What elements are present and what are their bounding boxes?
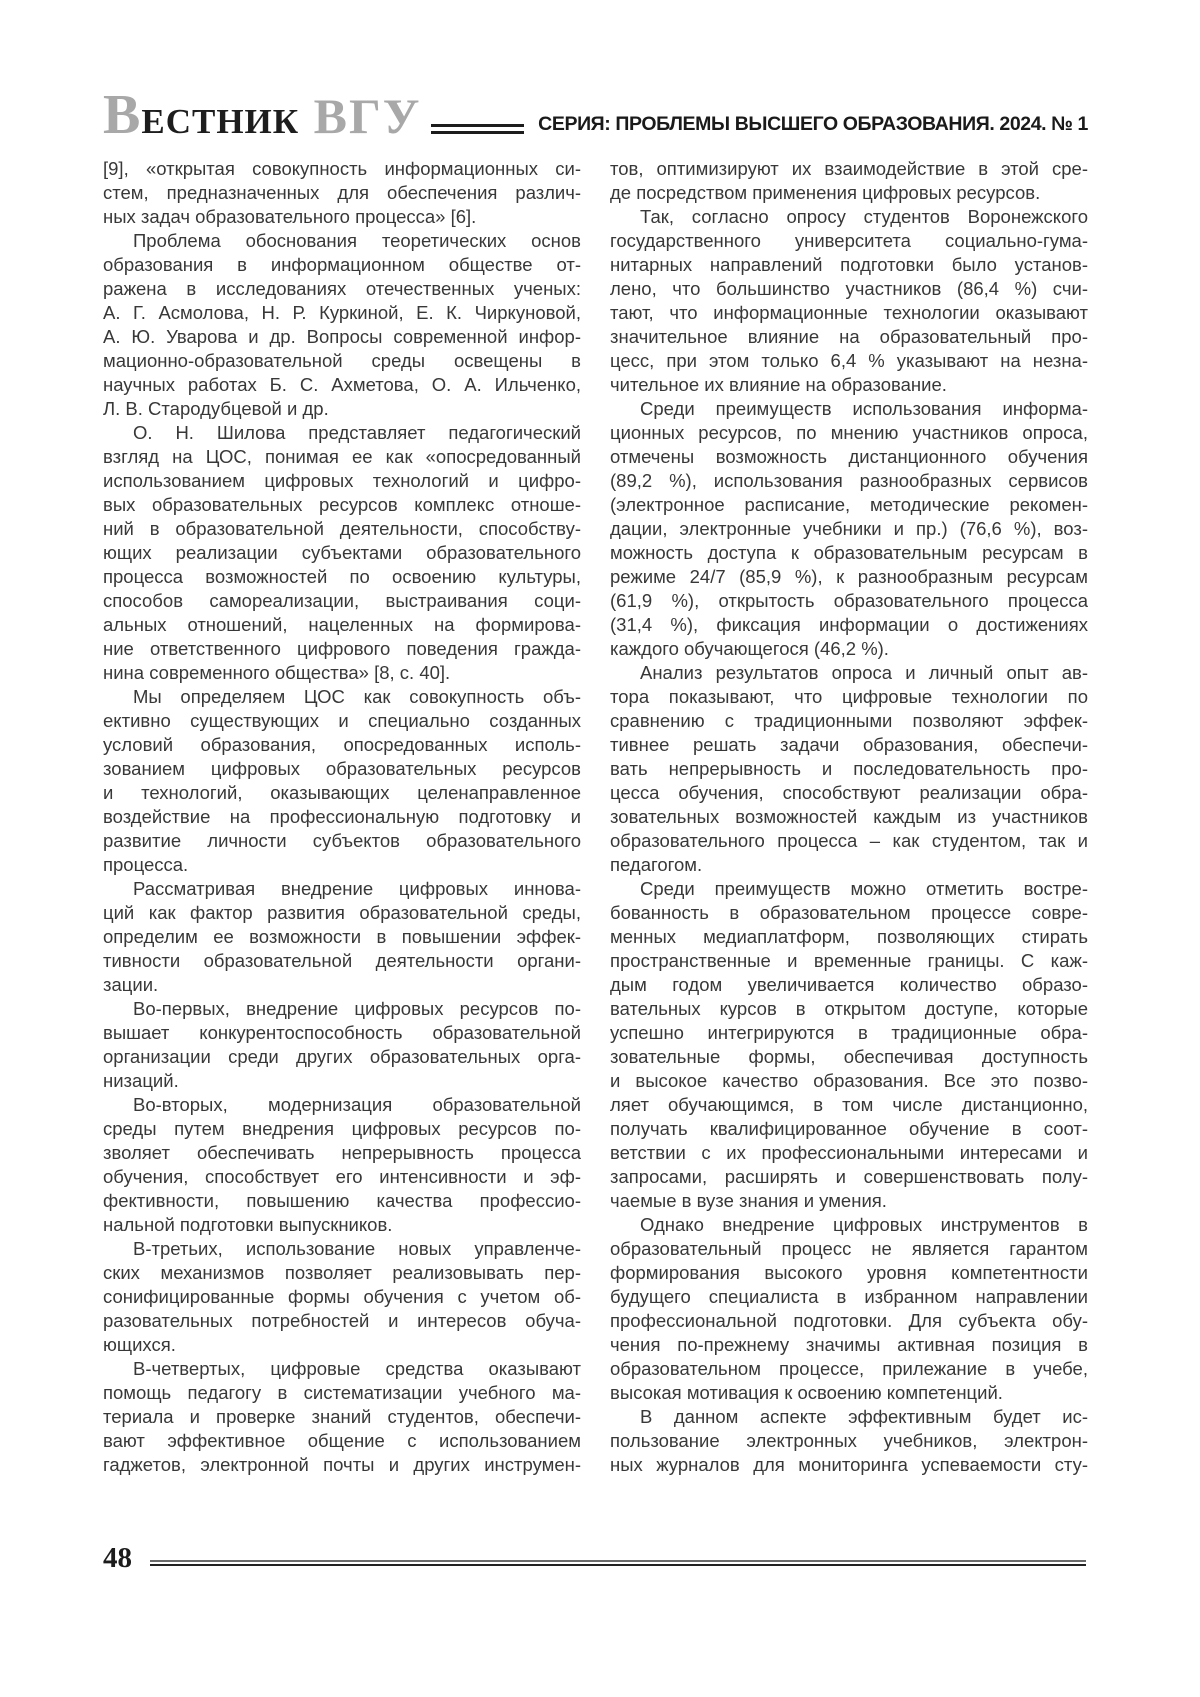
- text-line: ских механизмов позволяет реализовывать пер-: [103, 1262, 581, 1283]
- text-line: образовательный процесс не является гарантом: [610, 1238, 1088, 1259]
- text-line: де посредством применения цифровых ресурсов.: [610, 182, 1041, 203]
- paragraph: [610, 157, 1088, 205]
- text-line: и высокое качество образования. Все это позво-: [610, 1070, 1088, 1091]
- text-line: низаций.: [103, 1070, 179, 1091]
- text-line: ющихся.: [103, 1334, 176, 1355]
- text-line: ветствии с их профессиональными интересами и: [610, 1142, 1088, 1163]
- article-body: [103, 157, 1088, 1477]
- paragraph: [103, 421, 581, 685]
- text-line: разовательных потребностей и интересов обуча-: [103, 1310, 581, 1331]
- text-line: организации среди других образовательных орга-: [103, 1046, 581, 1067]
- text-line: А. Ю. Уварова и др. Вопросы современной инфор-: [103, 326, 581, 347]
- text-line: менных медиаплатформ, позволяющих стирать: [610, 926, 1088, 947]
- text-line: ляет обучающимся, в том числе дистанционно,: [610, 1094, 1088, 1115]
- text-line: Рассматривая внедрение цифровых иннова-: [133, 878, 581, 899]
- paragraph: [103, 229, 581, 421]
- text-line: сонифицированные формы обучения с учетом об-: [103, 1286, 581, 1307]
- left-column: [103, 157, 581, 1477]
- text-line: условий образования, опосредованных исполь-: [103, 734, 581, 755]
- text-line: Во-вторых, модернизация образовательной: [133, 1094, 581, 1115]
- text-line: чения по-прежнему значимы активная позиция в: [610, 1334, 1088, 1355]
- right-column: [610, 157, 1088, 1477]
- text-line: процесса возможностей по освоению культуры,: [103, 566, 581, 587]
- text-line: В-четвертых, цифровые средства оказывают: [133, 1358, 581, 1379]
- text-line: (61,9 %), открытость образовательного процесса: [610, 590, 1088, 611]
- text-line: ных задач образовательного процесса» [6].: [103, 206, 477, 227]
- text-line: фективности, повышению качества профессио-: [103, 1190, 581, 1211]
- page-header: [103, 84, 1088, 146]
- text-line: получать квалифицированное обучение в соот-: [610, 1118, 1088, 1139]
- text-line: (31,4 %), фиксация информации о достижениях: [610, 614, 1088, 635]
- text-line: ражена в исследованиях отечественных ученых:: [103, 278, 581, 299]
- footer-rule: [150, 1560, 1086, 1566]
- text-line: образования в информационном обществе от-: [103, 254, 581, 275]
- text-line: цесса обучения, способствуют реализации обра-: [610, 782, 1088, 803]
- text-line: вательных курсов в открытом доступе, которые: [610, 998, 1088, 1019]
- text-line: образовательном процессе, прилежание в учебе,: [610, 1358, 1088, 1379]
- paragraph: [103, 1357, 581, 1477]
- text-line: и технологий, оказывающих целенаправленное: [103, 782, 581, 803]
- page-number: 48: [103, 1542, 132, 1574]
- text-line: Во-первых, внедрение цифровых ресурсов по-: [133, 998, 581, 1019]
- text-line: Л. В. Стародубцевой и др.: [103, 398, 329, 419]
- text-line: ционных ресурсов, по мнению участников опроса,: [610, 422, 1088, 443]
- text-line: А. Г. Асмолова, Н. Р. Куркиной, Е. К. Чиркуновой,: [103, 302, 581, 323]
- text-line: можность доступа к образовательным ресурсам в: [610, 542, 1088, 563]
- text-line: государственного университета социально-гума-: [610, 230, 1088, 251]
- text-line: воздействие на профессиональную подготовку и: [103, 806, 581, 827]
- text-line: образовательного процесса – как студентом, так и: [610, 830, 1088, 851]
- text-line: (электронное расписание, методические рекомен-: [610, 494, 1088, 515]
- text-line: бованность в образовательном процессе совре-: [610, 902, 1088, 923]
- text-line: В-третьих, использование новых управленче-: [133, 1238, 581, 1259]
- text-line: нина современного общества» [8, с. 40].: [103, 662, 451, 683]
- text-line: пространственные и временные границы. С каж-: [610, 950, 1088, 971]
- text-line: зовательные формы, обеспечивая доступность: [610, 1046, 1088, 1067]
- text-line: нитарных направлений подготовки было установ-: [610, 254, 1088, 275]
- text-line: каждого обучающегося (46,2 %).: [610, 638, 889, 659]
- text-line: дации, электронные учебники и пр.) (76,6 %), воз-: [610, 518, 1088, 539]
- text-line: научных работах Б. С. Ахметова, О. А. Ильченко,: [103, 374, 581, 395]
- text-line: лено, что большинство участников (86,4 %) счи-: [610, 278, 1088, 299]
- text-line: альных отношений, нацеленных на формирова-: [103, 614, 581, 635]
- text-line: ний в образовательной деятельности, способству-: [103, 518, 581, 539]
- paragraph: [103, 685, 581, 877]
- text-line: ективно существующих и специально созданных: [103, 710, 581, 731]
- paragraph: [610, 877, 1088, 1213]
- text-line: формирования высокого уровня компетентности: [610, 1262, 1088, 1283]
- text-line: использованием цифровых технологий и цифро-: [103, 470, 581, 491]
- text-line: помощь педагогу в систематизации учебного ма-: [103, 1382, 581, 1403]
- text-line: зованием цифровых образовательных ресурсов: [103, 758, 581, 779]
- text-line: тов, оптимизируют их взаимодействие в этой сре-: [610, 158, 1088, 179]
- text-line: Среди преимуществ можно отметить востре-: [640, 878, 1088, 899]
- text-line: Так, согласно опросу студентов Воронежского: [640, 206, 1088, 227]
- text-line: териала и проверке знаний студентов, обеспечи-: [103, 1406, 581, 1427]
- paragraph: [103, 877, 581, 997]
- text-line: нальной подготовки выпускников.: [103, 1214, 393, 1235]
- text-line: стем, предназначенных для обеспечения различ-: [103, 182, 581, 203]
- text-line: запросами, расширять и совершенствовать полу-: [610, 1166, 1088, 1187]
- text-line: цесс, при этом только 6,4 % указывают на незна-: [610, 350, 1088, 371]
- paragraph: [610, 1405, 1088, 1477]
- paragraph: [103, 1093, 581, 1237]
- header-double-rule: [431, 124, 524, 134]
- text-line: Анализ результатов опроса и личный опыт ав-: [640, 662, 1088, 683]
- text-line: определим ее возможности в повышении эффек-: [103, 926, 581, 947]
- text-line: зовательных возможностей каждым из участников: [610, 806, 1088, 827]
- text-line: дым годом увеличивается количество образо-: [610, 974, 1088, 995]
- series-title: СЕРИЯ: ПРОБЛЕМЫ ВЫСШЕГО ОБРАЗОВАНИЯ. 2024. № 1: [538, 113, 1088, 135]
- journal-logo: [103, 84, 422, 146]
- text-line: будущего специалиста в избранном направлении: [610, 1286, 1088, 1307]
- logo-vestnik-text: Вестник: [103, 84, 300, 146]
- text-line: Проблема обоснования теоретических основ: [133, 230, 581, 251]
- text-line: В данном аспекте эффективным будет ис-: [640, 1406, 1088, 1427]
- text-line: вышает конкурентоспособность образовательной: [103, 1022, 581, 1043]
- text-line: тивности образовательной деятельности органи-: [103, 950, 581, 971]
- text-line: Среди преимуществ использования информа-: [640, 398, 1088, 419]
- text-line: процесса.: [103, 854, 189, 875]
- text-line: значительное влияние на образовательный про-: [610, 326, 1088, 347]
- text-line: чаемые в вузе знания и умения.: [610, 1190, 887, 1211]
- text-line: гаджетов, электронной почты и других инструмен-: [103, 1454, 581, 1475]
- text-line: профессиональной подготовки. Для субъекта обу-: [610, 1310, 1088, 1331]
- text-line: [9], «открытая совокупность информационных си-: [103, 158, 581, 179]
- paragraph: [610, 661, 1088, 877]
- text-line: тора показывают, что цифровые технологии по: [610, 686, 1088, 707]
- text-line: вают эффективное общение с использованием: [103, 1430, 581, 1451]
- page-content: [103, 84, 1088, 1574]
- text-line: ющих реализации субъектами образовательного: [103, 542, 581, 563]
- text-line: развитие личности субъектов образовательного: [103, 830, 581, 851]
- text-line: зволяет обеспечивать непрерывность процесса: [103, 1142, 581, 1163]
- text-line: режиме 24/7 (85,9 %), к разнообразным ресурсам: [610, 566, 1088, 587]
- text-line: успешно интегрируются в традиционные обра-: [610, 1022, 1088, 1043]
- text-line: способов самореализации, выстраивания соци-: [103, 590, 581, 611]
- text-line: зации.: [103, 974, 159, 995]
- logo-vgu-text: ВГУ: [313, 88, 422, 144]
- text-line: мационно-образовательной среды освещены в: [103, 350, 581, 371]
- text-line: сравнению с традиционными позволяют эффек-: [610, 710, 1088, 731]
- text-line: чительное их влияние на образование.: [610, 374, 947, 395]
- text-line: ных журналов для мониторинга успеваемости сту-: [610, 1454, 1088, 1475]
- text-line: высокая мотивация к освоению компетенций.: [610, 1382, 1003, 1403]
- text-line: среды путем внедрения цифровых ресурсов по-: [103, 1118, 581, 1139]
- text-line: тают, что информационные технологии оказывают: [610, 302, 1088, 323]
- text-line: взгляд на ЦОС, понимая ее как «опосредованный: [103, 446, 581, 467]
- text-line: обучения, способствует его интенсивности и эф-: [103, 1166, 581, 1187]
- paragraph: [103, 997, 581, 1093]
- text-line: тивнее решать задачи образования, обеспечи-: [610, 734, 1088, 755]
- text-line: пользование электронных учебников, электрон-: [610, 1430, 1088, 1451]
- text-line: отмечены возможность дистанционного обучения: [610, 446, 1088, 467]
- text-line: педагогом.: [610, 854, 703, 875]
- paragraph: [103, 157, 581, 229]
- paragraph: [103, 1237, 581, 1357]
- paragraph: [610, 205, 1088, 397]
- text-line: Мы определяем ЦОС как совокупность объ-: [133, 686, 581, 707]
- text-line: ние ответственного цифрового поведения гражда-: [103, 638, 581, 659]
- text-line: О. Н. Шилова представляет педагогический: [133, 422, 581, 443]
- text-line: Однако внедрение цифровых инструментов в: [640, 1214, 1088, 1235]
- text-line: вать непрерывность и последовательность про-: [610, 758, 1088, 779]
- paragraph: [610, 1213, 1088, 1405]
- text-line: ций как фактор развития образовательной среды,: [103, 902, 581, 923]
- paragraph: [610, 397, 1088, 661]
- page-footer: [103, 1544, 1088, 1573]
- text-line: (89,2 %), использования разнообразных сервисов: [610, 470, 1088, 491]
- text-line: вых образовательных ресурсов комплекс отноше-: [103, 494, 581, 515]
